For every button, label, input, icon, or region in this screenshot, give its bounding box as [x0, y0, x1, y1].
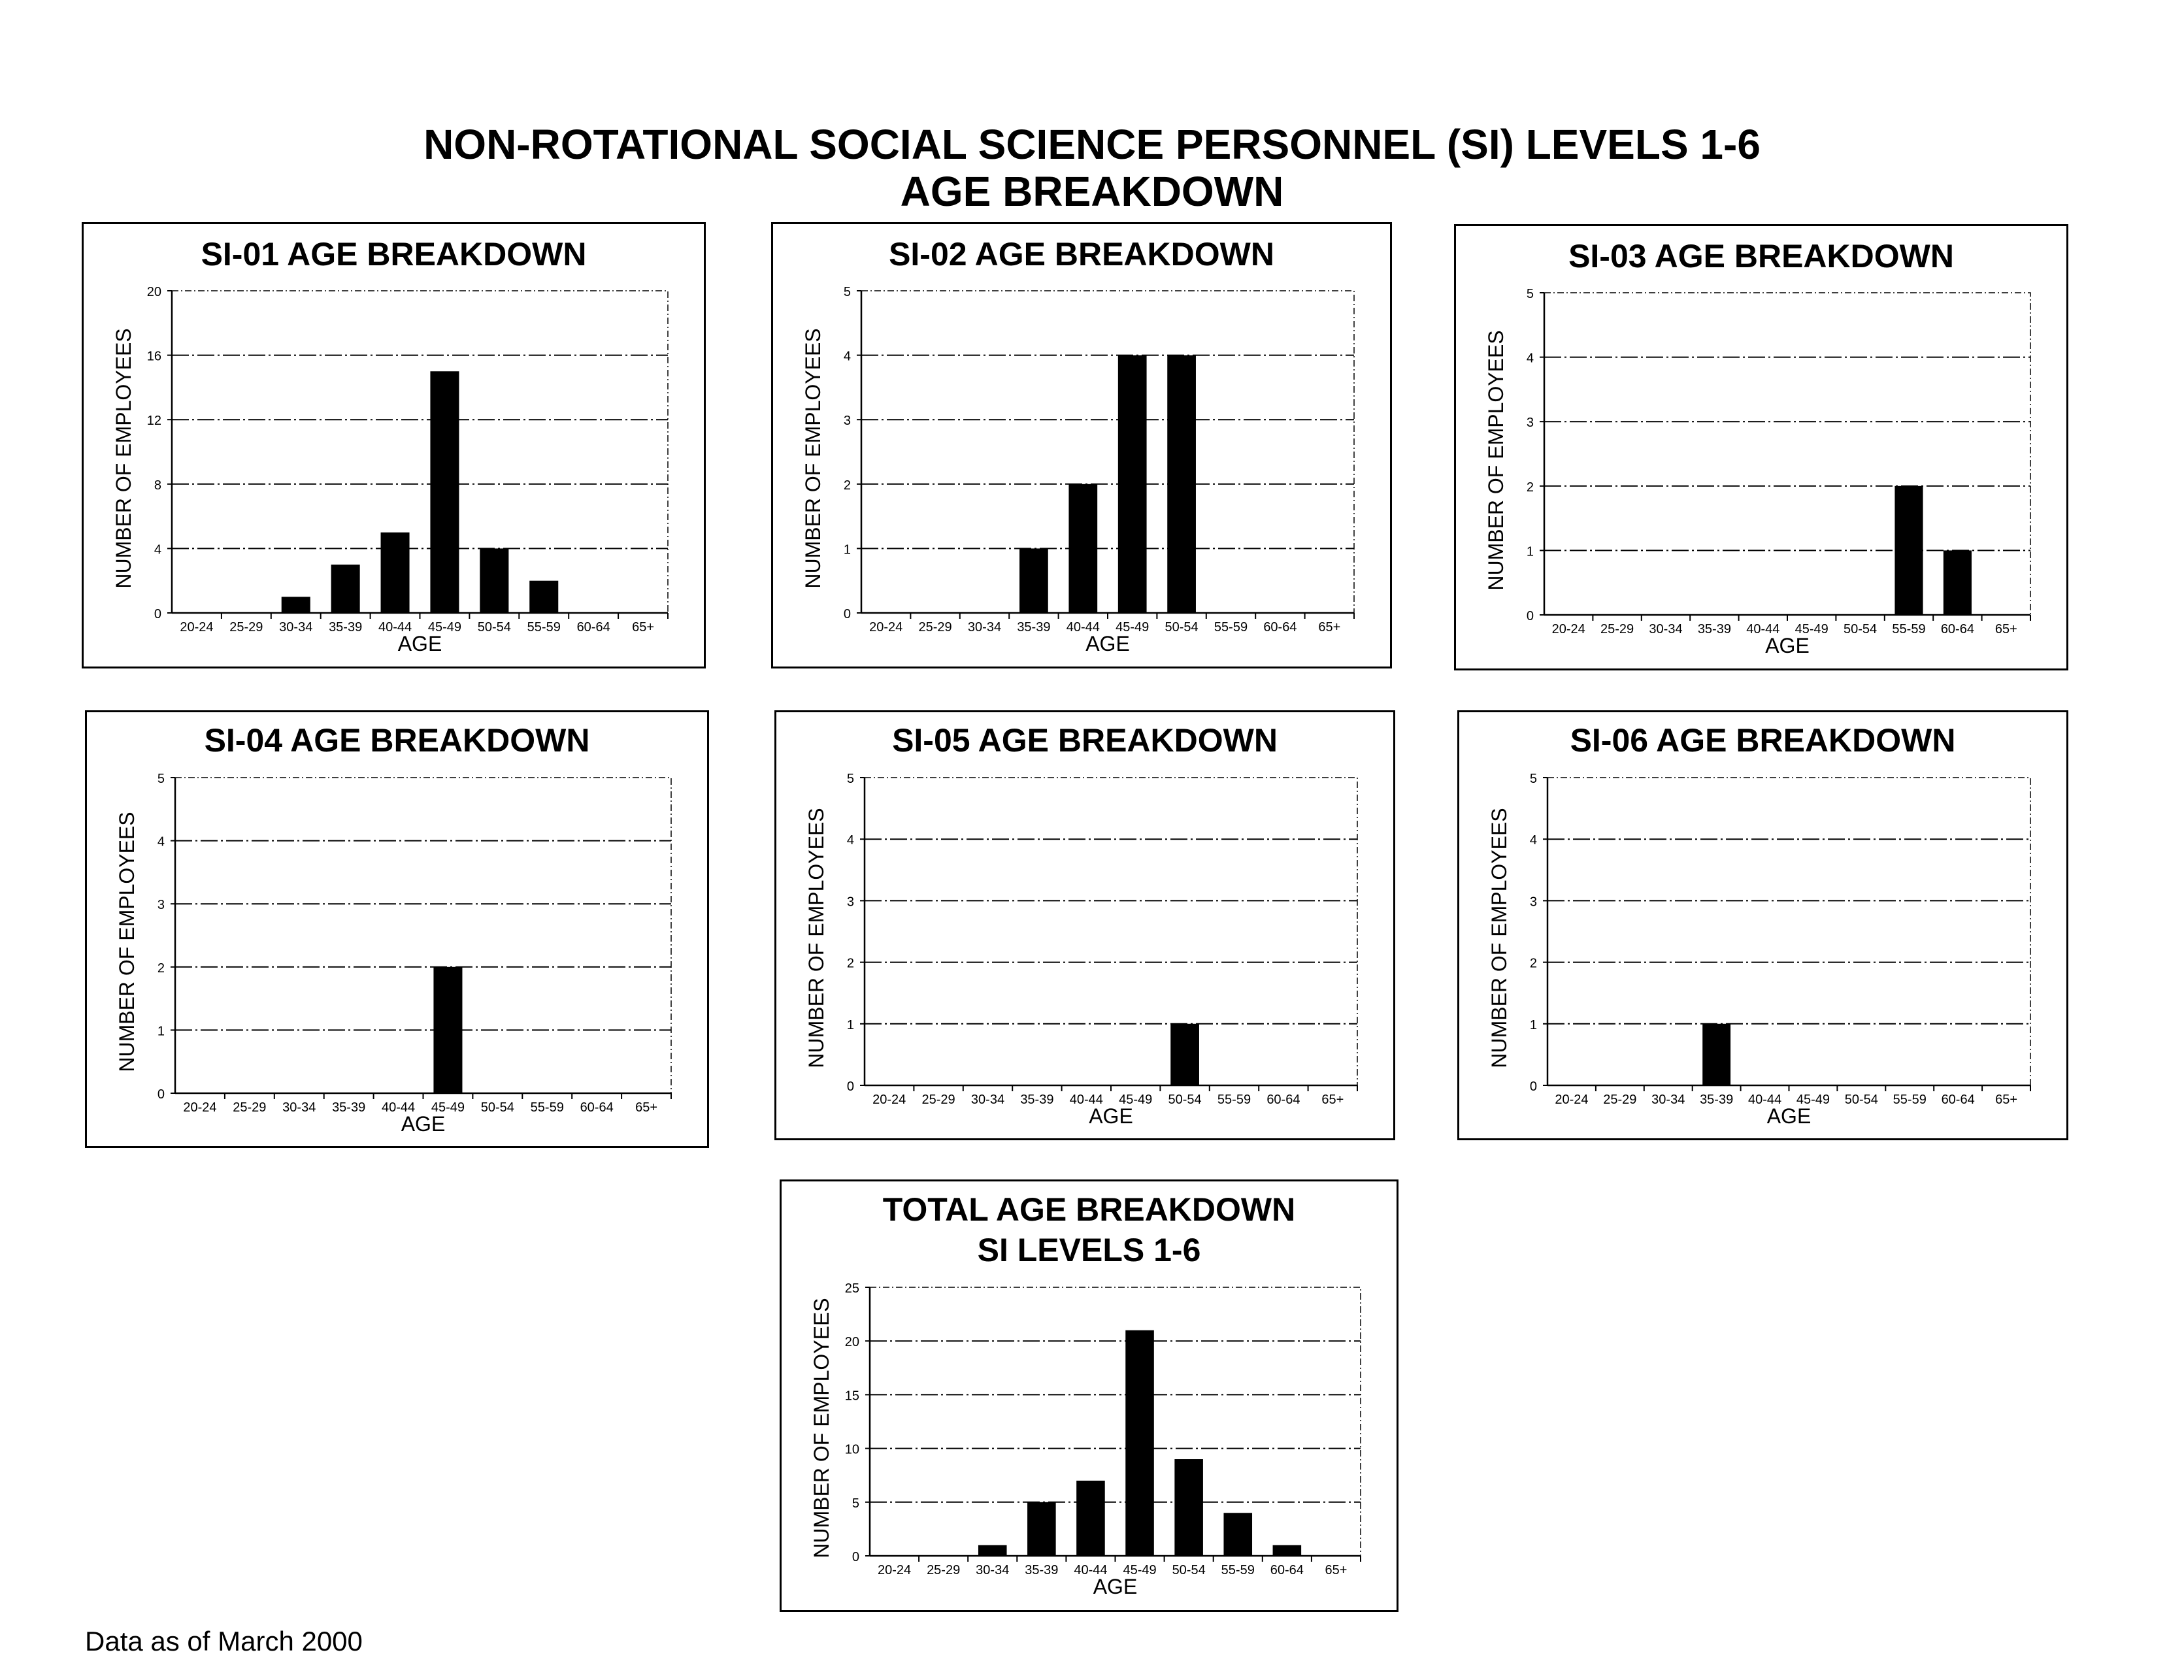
bar-55-59 [529, 581, 558, 613]
x-tick-label: 40-44 [1747, 1093, 1782, 1107]
chart-title: SI-06 AGE BREAKDOWN [1570, 722, 1956, 759]
chart-panel-si-04 [85, 710, 709, 1148]
x-tick-label: 60-64 [1940, 622, 1974, 636]
y-axis-label: NUMBER OF EMPLOYEES [115, 812, 139, 1072]
page-title-line2: AGE BREAKDOWN [900, 168, 1284, 215]
x-tick-label: 50-54 [1172, 1563, 1206, 1577]
y-tick-label: 0 [1526, 609, 1534, 623]
x-tick-label: 20-24 [872, 1093, 906, 1107]
y-tick-label: 5 [843, 285, 851, 299]
x-tick-label: 35-39 [329, 620, 363, 634]
x-tick-label: 35-39 [1017, 620, 1051, 634]
bar-30-34 [282, 597, 310, 613]
x-tick-label: 55-59 [1893, 1093, 1927, 1107]
x-tick-label: 60-64 [576, 620, 610, 634]
x-tick-label: 60-64 [1263, 620, 1297, 634]
bar-35-39 [1019, 548, 1048, 613]
bar-35-39 [1702, 1024, 1730, 1085]
y-tick-label: 0 [157, 1087, 165, 1102]
x-tick-label: 55-59 [530, 1100, 564, 1115]
y-tick-label: 0 [843, 607, 851, 621]
bar-60-64 [1944, 550, 1972, 615]
x-tick-label: 60-64 [580, 1100, 614, 1115]
y-axis-label: NUMBER OF EMPLOYEES [801, 328, 825, 589]
x-tick-label: 35-39 [1697, 622, 1731, 636]
x-tick-label: 40-44 [1069, 1093, 1103, 1107]
x-tick-label: 55-59 [1214, 620, 1248, 634]
y-axis-label: NUMBER OF EMPLOYEES [804, 808, 828, 1068]
chart-si-02 [773, 283, 1390, 668]
x-tick-label: 25-29 [927, 1563, 961, 1577]
x-tick-label: 65+ [1321, 1093, 1344, 1107]
y-tick-label: 4 [843, 349, 851, 364]
bar-40-44 [381, 533, 410, 613]
bar-40-44 [1068, 484, 1097, 613]
y-tick-label: 5 [1526, 287, 1534, 301]
x-tick-label: 60-64 [1270, 1563, 1304, 1577]
x-tick-label: 55-59 [1221, 1563, 1255, 1577]
chart-panel-si-05 [774, 710, 1395, 1140]
y-tick-label: 2 [1529, 956, 1537, 971]
x-tick-label: 30-34 [282, 1100, 316, 1115]
y-tick-label: 2 [157, 961, 165, 976]
x-tick-label: 65+ [1325, 1563, 1348, 1577]
y-tick-label: 5 [846, 772, 854, 786]
chart-panel-si-02 [771, 222, 1392, 668]
x-tick-label: 50-54 [480, 1100, 514, 1115]
bar-45-49 [430, 371, 459, 613]
x-tick-label: 50-54 [1844, 1093, 1878, 1107]
chart-title: SI-03 AGE BREAKDOWN [1568, 238, 1954, 274]
x-tick-label: 25-29 [921, 1093, 955, 1107]
y-tick-label: 4 [1526, 351, 1534, 366]
x-tick-label: 55-59 [527, 620, 561, 634]
y-tick-label: 0 [154, 607, 161, 621]
y-tick-label: 20 [146, 285, 161, 299]
x-tick-label: 30-34 [976, 1563, 1010, 1577]
x-tick-label: 35-39 [332, 1100, 366, 1115]
bar-55-59 [1894, 486, 1923, 615]
chart-subtitle: SI LEVELS 1-6 [977, 1232, 1201, 1268]
x-tick-label: 50-54 [1165, 620, 1199, 634]
x-tick-label: 40-44 [381, 1100, 416, 1115]
chart-panel-si-01 [82, 222, 706, 668]
x-tick-label: 25-29 [229, 620, 263, 634]
chart-si-01 [84, 283, 704, 668]
x-tick-label: 40-44 [1746, 622, 1780, 636]
x-tick-label: 65+ [1994, 622, 2017, 636]
plot-area [172, 291, 668, 613]
y-tick-label: 4 [846, 833, 854, 848]
x-tick-label: 35-39 [1020, 1093, 1054, 1107]
chart-si-05 [776, 770, 1393, 1141]
chart-title: SI-04 AGE BREAKDOWN [204, 722, 590, 759]
x-tick-label: 20-24 [1551, 622, 1585, 636]
x-tick-label: 40-44 [1074, 1563, 1108, 1577]
y-tick-label: 12 [146, 414, 161, 429]
y-tick-label: 15 [844, 1389, 859, 1404]
x-tick-label: 45-49 [1796, 1093, 1830, 1107]
x-tick-label: 50-54 [1844, 622, 1878, 636]
y-tick-label: 4 [1529, 833, 1537, 848]
x-tick-label: 25-29 [233, 1100, 267, 1115]
x-tick-label: 55-59 [1892, 622, 1926, 636]
bar-50-54 [1174, 1459, 1203, 1556]
chart-title: TOTAL AGE BREAKDOWN [882, 1191, 1296, 1228]
bar-35-39 [331, 565, 360, 613]
chart-title: SI-05 AGE BREAKDOWN [892, 722, 1278, 759]
x-tick-label: 60-64 [1266, 1093, 1300, 1107]
x-tick-label: 65+ [1995, 1093, 2018, 1107]
x-tick-label: 40-44 [1066, 620, 1100, 634]
bar-45-49 [1125, 1330, 1154, 1556]
bar-45-49 [1118, 355, 1147, 613]
y-tick-label: 4 [154, 542, 161, 557]
chart-panel-total [780, 1179, 1398, 1612]
y-axis-label: NUMBER OF EMPLOYEES [810, 1298, 833, 1558]
bar-45-49 [433, 967, 462, 1093]
y-tick-label: 1 [1526, 544, 1534, 559]
x-tick-label: 30-34 [970, 1093, 1005, 1107]
x-tick-label: 25-29 [1600, 622, 1634, 636]
y-tick-label: 3 [846, 895, 854, 910]
x-tick-label: 50-54 [477, 620, 511, 634]
y-tick-label: 0 [1529, 1079, 1537, 1094]
y-tick-label: 1 [846, 1017, 854, 1032]
y-tick-label: 5 [157, 772, 165, 786]
bar-35-39 [1027, 1502, 1056, 1556]
y-tick-label: 1 [157, 1024, 165, 1039]
chart-si-03 [1456, 285, 2066, 670]
y-tick-label: 25 [844, 1281, 859, 1296]
x-axis-label: AGE [401, 1112, 446, 1136]
bar-30-34 [978, 1545, 1007, 1556]
y-tick-label: 5 [852, 1496, 859, 1511]
data-date-note: Data as of March 2000 [85, 1626, 363, 1656]
y-axis-label: NUMBER OF EMPLOYEES [112, 328, 135, 589]
x-tick-label: 20-24 [869, 620, 903, 634]
bar-50-54 [480, 548, 508, 613]
x-tick-label: 55-59 [1217, 1093, 1251, 1107]
chart-panel-si-06 [1457, 710, 2068, 1140]
chart-si-06 [1459, 770, 2066, 1141]
x-tick-label: 65+ [635, 1100, 658, 1115]
x-tick-label: 45-49 [1795, 622, 1828, 636]
plot-area [175, 778, 671, 1093]
bar-50-54 [1170, 1024, 1199, 1085]
bar-55-59 [1223, 1513, 1252, 1556]
y-tick-label: 2 [846, 956, 854, 971]
y-axis-label: NUMBER OF EMPLOYEES [1484, 330, 1508, 591]
y-tick-label: 1 [1529, 1017, 1537, 1032]
x-tick-label: 35-39 [1025, 1563, 1059, 1577]
y-tick-label: 3 [157, 898, 165, 913]
y-tick-label: 3 [843, 414, 851, 429]
y-tick-label: 2 [1526, 480, 1534, 495]
bar-60-64 [1273, 1545, 1302, 1556]
y-tick-label: 0 [852, 1550, 859, 1564]
chart-si-04 [87, 770, 707, 1149]
y-tick-label: 16 [146, 349, 161, 364]
page-title-line1: NON-ROTATIONAL SOCIAL SCIENCE PERSONNEL (SI) LEVELS 1-6 [423, 121, 1761, 168]
x-tick-label: 40-44 [378, 620, 412, 634]
x-tick-label: 30-34 [967, 620, 1002, 634]
y-tick-label: 10 [844, 1442, 859, 1457]
chart-total [782, 1279, 1397, 1611]
plot-area [870, 1287, 1361, 1556]
y-tick-label: 3 [1526, 416, 1534, 431]
x-tick-label: 30-34 [279, 620, 313, 634]
y-tick-label: 3 [1529, 895, 1537, 910]
y-tick-label: 0 [846, 1079, 854, 1094]
x-tick-label: 45-49 [1123, 1563, 1157, 1577]
bar-40-44 [1076, 1481, 1105, 1556]
x-tick-label: 30-34 [1649, 622, 1683, 636]
chart-title: SI-02 AGE BREAKDOWN [889, 236, 1274, 272]
y-tick-label: 1 [843, 542, 851, 557]
y-tick-label: 5 [1529, 772, 1537, 786]
plot-area [1547, 778, 2030, 1085]
bar-50-54 [1167, 355, 1196, 613]
y-axis-label: NUMBER OF EMPLOYEES [1487, 808, 1511, 1068]
x-tick-label: 45-49 [427, 620, 462, 634]
x-tick-label: 45-49 [431, 1100, 465, 1115]
x-tick-label: 20-24 [183, 1100, 217, 1115]
x-tick-label: 25-29 [1603, 1093, 1637, 1107]
x-tick-label: 65+ [632, 620, 655, 634]
x-tick-label: 50-54 [1168, 1093, 1202, 1107]
x-tick-label: 20-24 [180, 620, 214, 634]
x-tick-label: 65+ [1318, 620, 1341, 634]
y-tick-label: 2 [843, 478, 851, 493]
plot-area [861, 291, 1354, 613]
x-axis-label: AGE [1085, 632, 1130, 655]
x-axis-label: AGE [1093, 1575, 1138, 1598]
y-tick-label: 20 [844, 1335, 859, 1350]
x-tick-label: 25-29 [918, 620, 952, 634]
x-tick-label: 20-24 [877, 1563, 912, 1577]
x-axis-label: AGE [1766, 1104, 1812, 1128]
x-tick-label: 45-49 [1116, 620, 1150, 634]
x-axis-label: AGE [1089, 1104, 1133, 1128]
x-axis-label: AGE [397, 632, 442, 655]
x-tick-label: 60-64 [1941, 1093, 1975, 1107]
chart-title: SI-01 AGE BREAKDOWN [201, 236, 587, 272]
plot-area [865, 778, 1357, 1085]
x-axis-label: AGE [1765, 634, 1810, 657]
chart-panel-si-03 [1454, 224, 2068, 670]
y-tick-label: 8 [154, 478, 161, 493]
x-tick-label: 30-34 [1651, 1093, 1685, 1107]
y-tick-label: 4 [157, 834, 165, 849]
x-tick-label: 35-39 [1700, 1093, 1734, 1107]
x-tick-label: 45-49 [1119, 1093, 1153, 1107]
x-tick-label: 20-24 [1555, 1093, 1589, 1107]
